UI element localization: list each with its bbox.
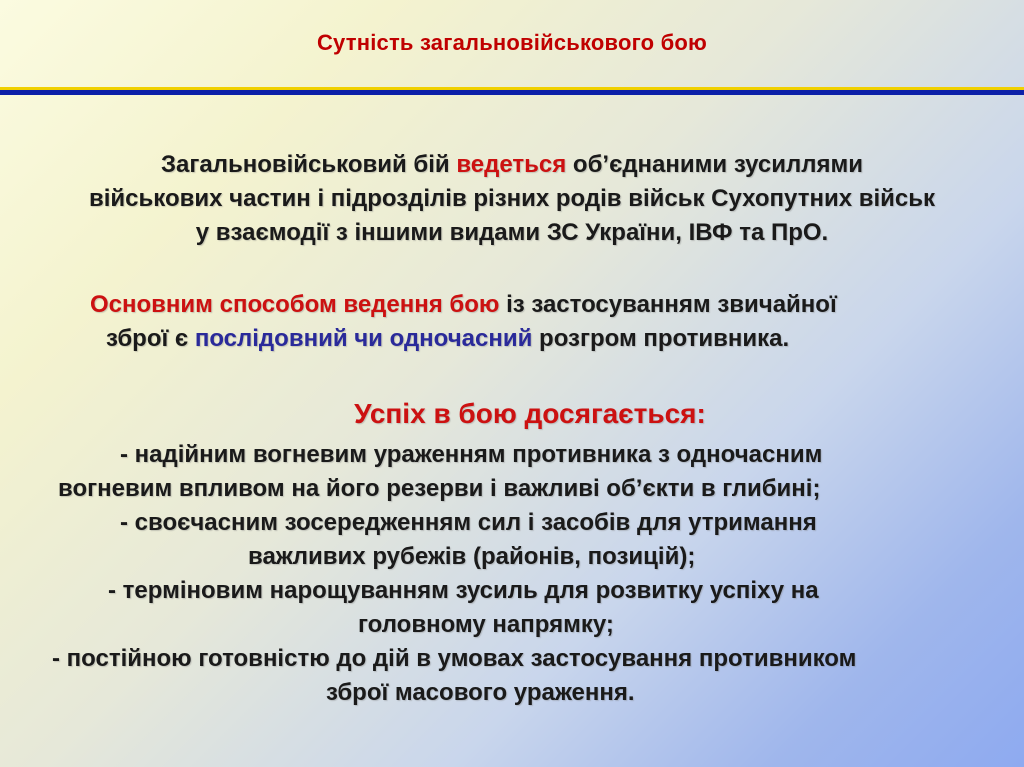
paragraph2-line1-end: із застосуванням звичайної xyxy=(499,291,837,318)
list-item: - надійним вогневим ураженням противника з одночасним xyxy=(120,441,823,468)
paragraph2-line2-end: розгром противника. xyxy=(532,325,790,352)
paragraph2-line2-start: зброї є xyxy=(106,325,195,352)
paragraph1-line1-start: Загальновійськовий бій xyxy=(160,151,457,178)
list-item: - своєчасним зосередженням сил і засобів для утримання xyxy=(120,509,817,536)
list-item: важливих рубежів (районів, позицій); xyxy=(248,543,696,570)
paragraph2-line1 xyxy=(0,288,1024,322)
paragraph1-highlight: ведеться xyxy=(456,151,567,178)
success-heading: Успіх в бою досягається: xyxy=(354,398,706,429)
title-rule-blue xyxy=(0,90,1024,95)
paragraph1-line2: військових частин і підрозділів різних родів військ Сухопутних військ xyxy=(89,185,935,212)
success-conditions-list xyxy=(0,438,1024,710)
slide-title: Сутність загальновійськового бою xyxy=(316,30,708,55)
paragraph1-line3: у взаємодії з іншими видами ЗС України, ІВФ та ПрО. xyxy=(195,219,829,246)
paragraph2-line2 xyxy=(0,322,1024,356)
list-item: головному напрямку; xyxy=(358,611,614,638)
list-item: - терміновим нарощуванням зусиль для розвитку успіху на xyxy=(108,577,819,604)
paragraph-main-method xyxy=(0,288,1024,356)
paragraph1-line1-end: об’єднаними зусиллями xyxy=(566,151,864,178)
paragraph1-line1 xyxy=(0,148,1024,182)
list-item: - постійною готовністю до дій в умовах застосування противником xyxy=(52,645,857,672)
paragraph-combined-arms-battle xyxy=(0,148,1024,250)
paragraph2-highlight-navy: послідовний чи одночасний xyxy=(194,325,533,352)
paragraph2-highlight-red: Основним способом ведення бою xyxy=(90,291,500,318)
list-item: вогневим впливом на його резерви і важливі об’єкти в глибині; xyxy=(58,475,821,502)
list-item: зброї масового ураження. xyxy=(326,679,635,706)
